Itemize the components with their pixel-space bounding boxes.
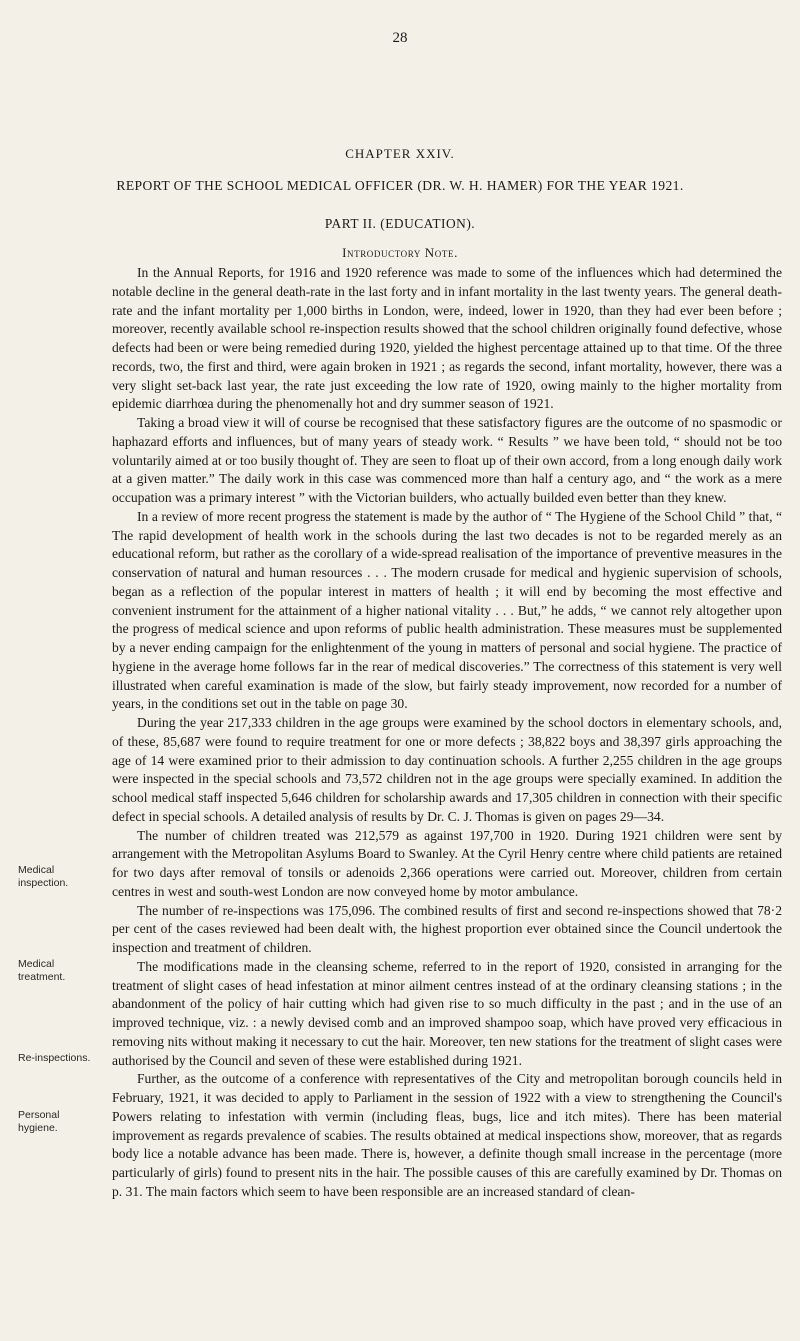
paragraph-conference: Further, as the outcome of a conference with representatives of the City and metropolitan borough councils held in February, 1921, it was decided to apply to Parliament in the session of 1922 with a view to strengthening the Council's Powers relating to infestation with vermin (including fleas, bugs, lice and itch mites). There has been material improvement as regards prevalence of scabies. The results obtained at medical inspections show, moreover, that as regards body lice a notable advance has been made. There is, however, a definite though small increase in the percentage (more particularly of girls) found to present nits in the hair. The possible causes of this are carefully examined by Dr. Thomas on p. 31. The main factors which seem to have been responsible are an increased standard of clean- bbox=[112, 1071, 782, 1199]
margin-note-medical-inspection: Medical inspection. bbox=[18, 864, 69, 889]
chapter-heading: CHAPTER XXIV. bbox=[345, 146, 455, 161]
paragraph-review: In a review of more recent progress the statement is made by the author of “ The Hygiene of the School Child ” that, “ The rapid development of health work in the schools during the last two decades is not to be regarded merely as an educational reform, but rather as the corollary of a wide-spread realisation of the importance of preventive measures in the conservation of natural and human resources . . . The modern crusade for medical and hygienic supervision of schools, began as a reflection of the popular interest in matters of health ; it will end by becoming the most effective and convenient instrument for the attainment of a higher national vitality . . . But,” he adds, “ we cannot rely altogether upon the progress of medical science and upon reforms of public health administration. These measures must be supplemented by a never ending campaign for the enlightenment of the young in matters of personal and social hygiene. The practice of hygiene in the average home follows far in the rear of medical discoveries.” The correctness of this statement is very well illustrated when careful examination is made of the slow, but fairly steady improvement, now recorded for a number of years, in the conditions set out in the table on page 30. bbox=[112, 508, 782, 712]
paragraph-personal-hygiene: The modifications made in the cleansing scheme, referred to in the report of 1920, consisted in arranging for the treatment of slight cases of head infestation at minor ailment centres instead of at the ordinary cleansing stations ; in the abandonment of the policy of hair cutting which had given rise to so much difficulty in the past ; and in the use of an improved technique, viz. : a newly devised comb and an improved shampoo soap, which have proved very efficacious in removing nits without making it necessary to cut the hair. Moreover, ten new stations for the treatment of slight cases were authorised by the Council and seven of these were established during 1921. bbox=[112, 958, 782, 1068]
margin-note-re-inspections: Re-inspections. bbox=[18, 1052, 91, 1064]
section-heading: Introductory Note. bbox=[342, 245, 458, 260]
paragraph-re-inspections: The number of re-inspections was 175,096. The combined results of first and second re-inspections showed that 78·2 per cent of the cases reviewed had been dealt with, the highest proportion ever obtained since the Council undertook the inspection and treatment of children. bbox=[112, 902, 782, 955]
page-number: 28 bbox=[392, 30, 408, 46]
paragraph-medical-inspection: During the year 217,333 children in the age groups were examined by the school doctors in elementary schools, and, of these, 85,687 were found to require treatment for one or more defects ; 38,822 boys and 38,397 girls approaching the age of 14 were examined prior to their admission to day continuation schools. A further 2,255 children in the age groups were inspected in the special schools and 73,572 children not in the age groups were specially examined. In addition the school medical staff inspected 5,646 children for scholarship awards and 17,305 children in connection with their specific defect in special schools. A detailed analysis of results by Dr. C. J. Thomas is given on pages 29—34. bbox=[112, 715, 782, 824]
margin-note-medical-treatment: Medical treatment. bbox=[18, 958, 66, 983]
margin-note-personal-hygiene: Personal hygiene. bbox=[18, 1109, 60, 1134]
part-heading: PART II. (EDUCATION). bbox=[324, 216, 476, 231]
paragraph-medical-treatment: The number of children treated was 212,579 as against 197,700 in 1920. During 1921 children were sent by arrangement with the Metropolitan Asylums Board to Swanley. At the Cyril Henry centre where child patients are retained for two days after removal of tonsils or adenoids 2,366 operations were carried out. Moreover, children from certain centres in west and south-west London are now conveyed home by motor ambulance. bbox=[112, 827, 782, 899]
report-title: REPORT OF THE SCHOOL MEDICAL OFFICER (DR. W. H. HAMER) FOR THE YEAR 1921. bbox=[116, 178, 684, 193]
body-text bbox=[112, 264, 782, 1202]
paragraph-broad-view: Taking a broad view it will of course be recognised that these satisfactory figures are the outcome of no spasmodic or haphazard efforts and influences, but of many years of steady work. “ Results ” we have been told, “ should not be too voluntarily aimed at or too busily thought of. They are seen to float up of their own accord, from a long enough daily work at a given matter.” The daily work in this case was commenced more than half a century ago, and “ the work as a mere occupation was a primary interest ” with the Victorian builders, who actually builded even better than they knew. bbox=[112, 415, 782, 505]
paragraph-annual-reports: In the Annual Reports, for 1916 and 1920 reference was made to some of the influences which had determined the notable decline in the general death-rate in the last forty and in infant mortality in the last twenty years. The general death-rate and the infant mortality per 1,000 births in London, were, indeed, lower in 1920, than they had ever been before ; moreover, recently available school re-inspection results showed that the school children originally found defective, whose defects had been or were being remedied during 1920, yielded the highest percentage attained up to that time. Of the three records, two, the first and third, were again broken in 1921 ; as regards the second, infant mortality, however, there was a very slight set-back last year, the rate just exceeding the low rate of 1920, owing mainly to the higher mortality from epidemic diarrhœa during the phenomenally hot and dry summer season of 1921. bbox=[112, 265, 782, 412]
